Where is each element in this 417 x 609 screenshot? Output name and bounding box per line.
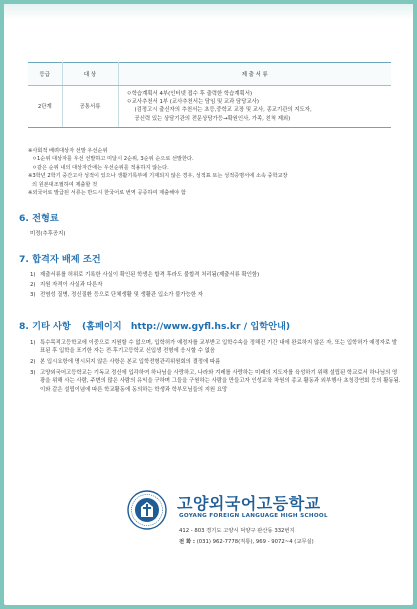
item-text: 고양외국어고등학교는 기독교 정신에 입각하여 하나님을 사랑하고, 나라와 겨레를 사랑하는 미래의 지도자를 육성하기 위해 설립된 학교로서 하나님의 영광을 위해 사는 사람, 주변의 많은 사람의 유익을 구하며 그들을 구원하는 사람을 만들고자 인성교육 차원의 종교 활동과 외부행사 초청강연회 등의 활동됨. 이와 같은 설립이념에 따른 학교활동에 동의하는 학생과 학부모님들의 지원 요망 (40, 370, 401, 393)
list-item (30, 290, 402, 300)
header-target: 대 상 (62, 63, 118, 86)
row-grade: 2단계 (28, 86, 62, 128)
list-item (30, 368, 402, 394)
header-grade: 등급 (28, 63, 62, 86)
note-line: ㅇ같은 순위 내의 대상자간에는 우선순위를 적용하지 않는다. (32, 164, 169, 171)
item-text: 지원 자격이 사실과 다른자 (40, 282, 103, 289)
top-strip (4, 4, 413, 20)
list-item (30, 357, 402, 367)
section-other-title (19, 318, 290, 332)
list-item (30, 338, 402, 356)
list-item (30, 270, 402, 280)
section-fee-body: 미정(추후공지) (30, 231, 66, 237)
homepage-label: (홈페이지 (81, 321, 122, 332)
note-line: ※3학년 2학기 중간고사 성적이 있으나 생활기록부에 기재되지 않은 경우, 성적표 또는 성적증명서에 소속 중학교장 (28, 173, 288, 180)
item-number: 2) (30, 282, 36, 289)
school-address: 412 - 803 경기도 고양시 덕양구 관산동 332번지 (179, 528, 295, 534)
section-fee-title: 6. 전형료 (19, 213, 59, 224)
note-line: 의 원본대조필하여 제출할 것 (32, 181, 98, 188)
header-documents: 제 출 서 류 (118, 63, 391, 86)
school-phone (179, 537, 314, 545)
phone-number: (031) 962-7778(직통), 969 - 9072~4 (교무실) (196, 539, 314, 545)
item-number: 3) (30, 370, 36, 377)
notes-block (28, 147, 398, 197)
item-number: 1) (30, 272, 36, 278)
doc-line: ㅇ교사추천서 1부 (교사추천서는 담임 및 교과 담당교사) (126, 99, 259, 106)
section-exclude-list (30, 270, 402, 301)
table-row (28, 86, 391, 128)
documents-table (28, 62, 391, 128)
section-other-heading: 8. 기타 사항 (19, 321, 71, 332)
homepage-suffix: / 입학안내) (243, 321, 291, 332)
item-number: 1) (30, 340, 36, 346)
item-text: 본 입시요항에 명시되지 않은 사항은 본교 입학전형관리위원회의 결정에 따름 (40, 358, 221, 365)
row-target: 공통서류 (62, 86, 118, 128)
note-line: ㅇ1순위 대상자를 우선 선발하고 미달시 2순위, 3순위 순으로 선발한다. (32, 156, 194, 163)
table-header-row (28, 63, 391, 86)
homepage-link[interactable]: http://www.gyfl.hs.kr (130, 321, 241, 332)
item-text: 제출서류를 허위로 기록한 사실이 확인된 학생은 합격 후라도 불합격 처리됨(제출서류 확인함) (40, 272, 260, 278)
doc-line: 공신력 있는 상담기관의 전문상담가등→확원인사, 가족, 친척 제외) (134, 115, 291, 122)
item-text: 특수목적고등학교에 이중으로 지원할 수 없으며, 입학허가 예정자를 교부받고 입학수속을 정해진 기간 내에 완료하지 않은 자, 또는 입학허가 예정자로 발표된 후 입학을 포기한 자는 전·후기고등학교 신입생 전형에 응시할 수 없음 (40, 340, 398, 355)
note-line: ※외국어로 발급된 서류는 반드시 한국어로 번역 공증하여 제출해야 함 (28, 190, 186, 197)
doc-line: (검정고시 출신자의 추천서는 초등,중학교 교장 및 교사, 종교기관의 지도자, (134, 107, 312, 114)
item-number: 2) (30, 358, 36, 365)
item-number: 3) (30, 292, 36, 299)
list-item (30, 280, 402, 290)
note-line: ※사회적 배려대상자 선발 우선순위 (28, 148, 108, 154)
section-other-list (30, 338, 402, 394)
phone-label: 전 화 : (179, 539, 196, 545)
school-name-korean: 고양외국어고등학교 (177, 494, 321, 513)
school-emblem-icon (127, 490, 167, 530)
section-exclude-title: 7. 합격자 배제 조건 (19, 254, 101, 265)
school-name-english: GOYANG FOREIGN LANGUAGE HIGH SCHOOL (179, 513, 328, 519)
row-documents (118, 86, 391, 128)
doc-line: ㅇ학습계획서 4부(인터넷 접수 후 출력한 학습계획서) (126, 91, 253, 97)
item-text: 전염성 질병, 정신질환 등으로 단체생활 및 생활관 입소가 불가능한 자 (40, 292, 203, 299)
